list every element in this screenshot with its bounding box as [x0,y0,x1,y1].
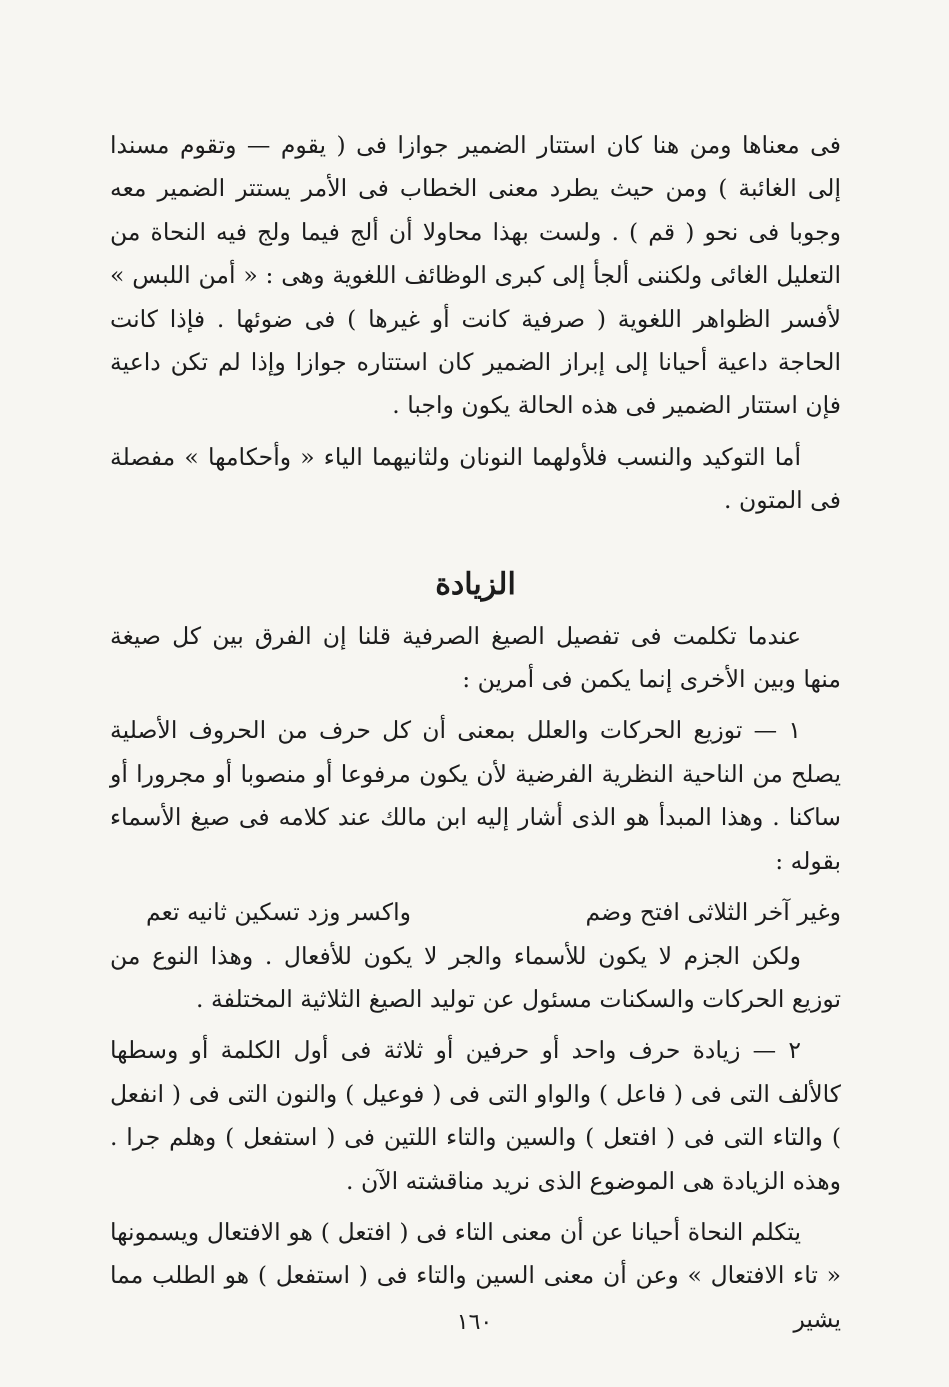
verse-second-hemistich: واكسر وزد تسكين ثانيه تعم [146,898,411,927]
spacer [110,883,841,891]
paragraph-point-one: ١ — توزيع الحركات والعلل بمعنى أن كل حرف من الحروف الأصلية يصلح من الناحية النظرية الفرضية لأن يكون مرفوعا أو منصوبا أو مجرورا أو ساكنا . وهذا المبدأ هو الذى أشار إليه ابن مالك عند كلامه فى صيغ الأسماء بقوله : [110,716,841,875]
spacer [110,428,841,436]
verse-first-hemistich: وغير آخر الثلاثى افتح وضم [585,898,841,927]
paragraph-intro: عندما تكلمت فى تفصيل الصيغ الصرفية قلنا إن الفرق بين كل صيغة منها وبين الأخرى إنما يكمن فى أمرين : [110,621,841,694]
poetry-verse [110,891,841,934]
paragraph-final: يتكلم النحاة أحيانا عن أن معنى التاء فى ( افتعل ) هو الافتعال ويسمونها « تاء الافتعال » وعن أن معنى السين والتاء فى ( استفعل ) هو الطلب مما يشير [110,1217,841,1333]
spacer [110,1021,841,1029]
section-heading: الزيادة [435,566,516,602]
spacer [110,701,841,709]
spacer [110,1203,841,1211]
paragraph-emphasis-nisba: أما التوكيد والنسب فلأولهما النونان ولثانيهما الياء « وأحكامها » مفصلة فى المتون . [110,442,841,515]
paragraph-after-verse: ولكن الجزم لا يكون للأسماء والجر لا يكون للأفعال . وهذا النوع من توزيع الحركات والسكنات مسئول عن توليد الصيغ الثلاثية المختلفة . [110,941,841,1013]
paragraph-pronoun-concealment: فى معناها ومن هنا كان استتار الضمير جوازا فى ( يقوم — وتقوم مسندا إلى الغائبة ) ومن حيث يطرد معنى الخطاب فى الأمر يستتر الضمير معه وجوبا فى نحو ( قم ) . ولست بهذا محاولا أن ألج فيما ولج فيه النحاة من التعليل الغائى ولكننى ألجأ إلى كبرى الوظائف اللغوية وهى : « أمن اللبس » لأفسر الظواهر اللغوية ( صرفية كانت أو غيرها ) فى ضوئها . فإذا كانت الحاجة داعية أحيانا إلى إبراز الضمير كان استتاره جوازا وإذا لم تكن داعية فإن استتار الضمير فى هذه الحالة يكون واجبا . [110,131,841,420]
paragraph-point-two: ٢ — زيادة حرف واحد أو حرفين أو ثلاثة فى أول الكلمة أو وسطها كالألف التى فى ( فاعل ) والواو التى فى ( فوعيل ) والنون التى فى ( انفعل ) والتاء التى فى ( افتعل ) والسين والتاء اللتين فى ( استفعل ) وهلم جرا . وهذه الزيادة هى الموضوع الذى نريد مناقشته الآن . [110,1036,841,1195]
spacer [110,523,841,565]
page-number: ١٦٠ [456,1310,493,1335]
